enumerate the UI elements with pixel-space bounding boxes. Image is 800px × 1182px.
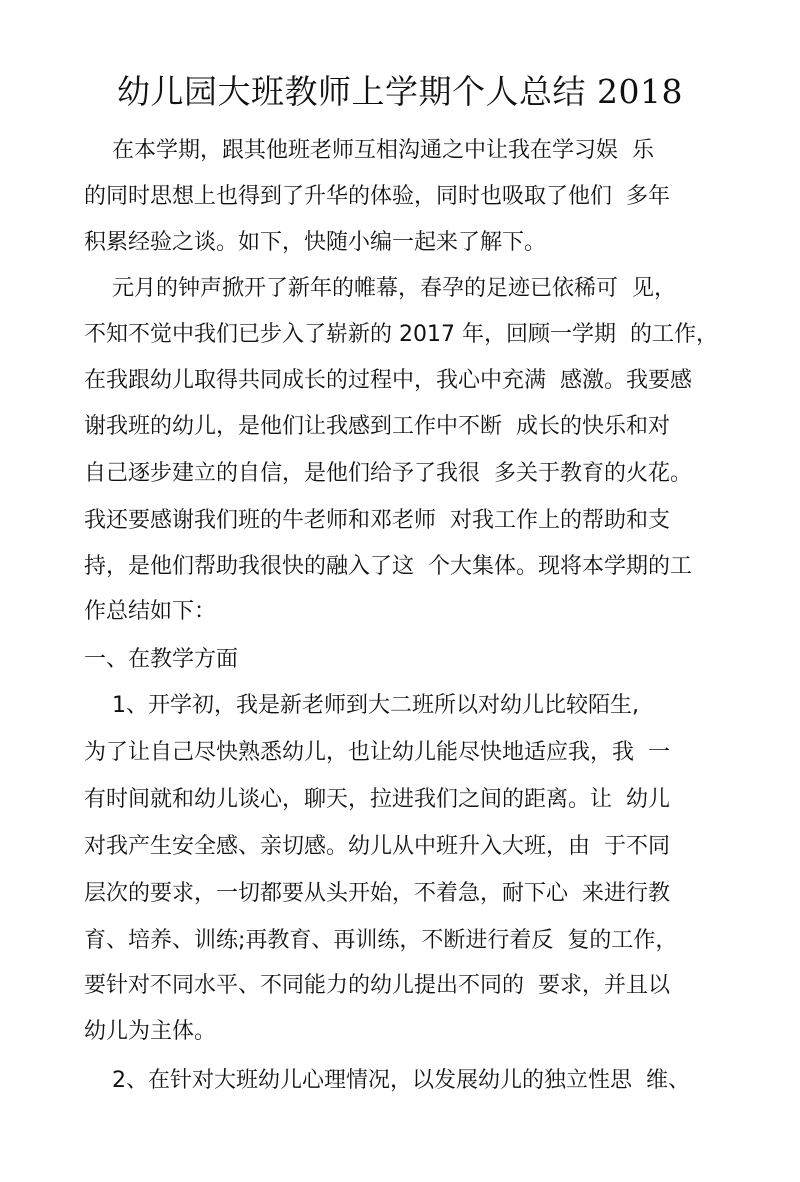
text-line: 要针对不同水平、不同能力的幼儿提出不同的 要求，并且以: [84, 973, 670, 998]
text-line: 对我产生安全感、亲切感。幼儿从中班升入大班，由 于不同: [84, 834, 670, 859]
text-line: 的同时思想上也得到了升华的体验，同时也吸取了他们 多年: [84, 184, 670, 209]
text-line: 为了让自己尽快熟悉幼儿，也让幼儿能尽快地适应我，我 一: [84, 740, 670, 765]
text-line: 作总结如下：: [84, 599, 217, 624]
text-line: 层次的要求，一切都要从头开始，不着急，耐下心 来进行教: [84, 881, 670, 906]
document-title: 幼儿园大班教师上学期个人总结 2018: [117, 72, 683, 111]
text-line: 持，是他们帮助我很快的融入了这 个大集体。现将本学期的工: [84, 554, 692, 579]
text-line: 我还要感谢我们班的牛老师和邓老师 对我工作上的帮助和支: [84, 508, 670, 533]
text-line: 幼儿为主体。: [84, 1019, 217, 1044]
section-heading: 一、在教学方面: [84, 647, 239, 672]
text-line: 谢我班的幼儿，是他们让我感到工作中不断 成长的快乐和对: [84, 414, 670, 439]
text-line: 自己逐步建立的自信，是他们给予了我很 多关于教育的火花。: [84, 461, 692, 486]
text-line: 在我跟幼儿取得共同成长的过程中，我心中充满 感激。我要感: [84, 368, 692, 393]
text-line: 不知不觉中我们已步入了崭新的 2017 年，回顾一学期 的工作，: [84, 322, 718, 347]
text-line: 在本学期，跟其他班老师互相沟通之中让我在学习娱 乐: [84, 138, 654, 163]
text-line: 积累经验之谈。如下，快随小编一起来了解下。: [84, 230, 547, 255]
text-line: 育、培养、训练;再教育、再训练，不断进行着反 复的工作，: [84, 928, 678, 953]
text-line: 元月的钟声掀开了新年的帷幕，春孕的足迹已依稀可 见，: [84, 276, 676, 301]
text-line: 有时间就和幼儿谈心，聊天，拉进我们之间的距离。让 幼儿: [84, 787, 670, 812]
text-line: 2、在针对大班幼儿心理情况，以发展幼儿的独立性思 维、: [84, 1068, 690, 1093]
text-line: 1、开学初，我是新老师到大二班所以对幼儿比较陌生,: [84, 693, 639, 718]
